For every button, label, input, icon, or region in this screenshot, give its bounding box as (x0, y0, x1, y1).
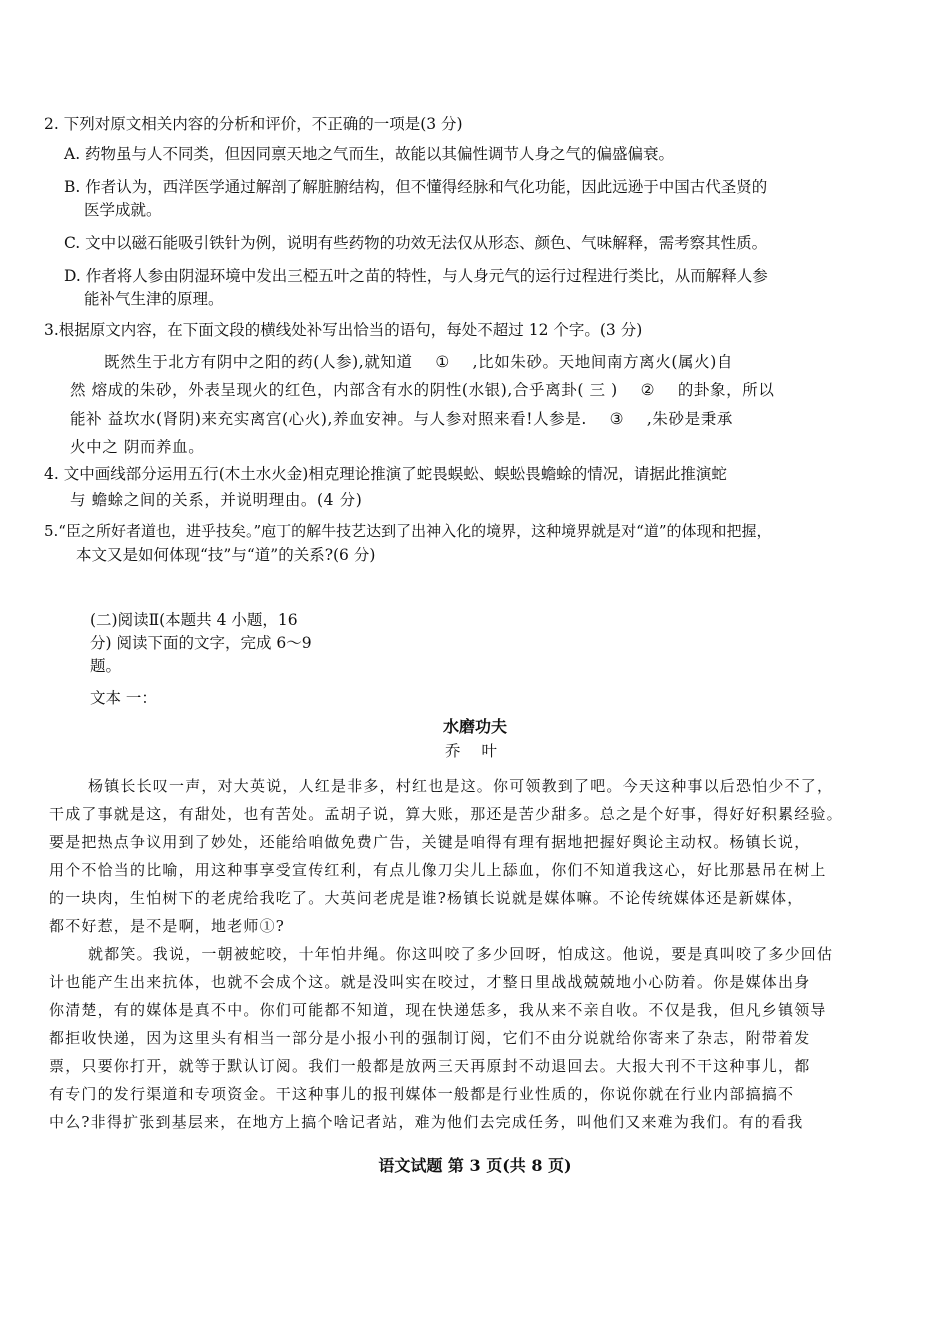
passage-text: ,朱砂是秉承 (646, 410, 733, 428)
question-3-passage-line-4: 火中之 阴而养血。 (70, 438, 205, 456)
blank-2-marker: ② (640, 381, 656, 399)
story-paragraph-2-line: 中么?非得扩张到基层来，在地方上搞个啥记者站，难为他们去完成任务，叫他们又来难为我们。有的看我 (49, 1113, 804, 1131)
story-paragraph-1-line: 用个不恰当的比喻，用这种事享受宣传红利，有点儿像刀尖儿上舔血，你们不知道我这心，好比那悬吊在树上 (49, 861, 827, 879)
question-3-stem: 3.根据原文内容，在下面文段的横线处补写出恰当的语句，每处不超过 12 个字。(3 分) (44, 321, 643, 339)
question-3-passage-line-1 (104, 352, 733, 372)
story-paragraph-1-line: 的一块肉，生怕树下的老虎给我吃了。大英问老虎是谁?杨镇长说就是媒体嘛。不论传统媒体还是新媒体， (49, 889, 804, 907)
passage-text: 能补 益坎水(肾阴)来充实离宫(心火),养血安神。与人参对照来看!人参是. (70, 410, 587, 428)
question-3-passage-line-2 (70, 380, 774, 400)
story-paragraph-1-line: 要是把热点争议用到了妙处，还能给咱做免费广告，关键是咱得有理有据地把握好舆论主动权。杨镇长说， (49, 833, 811, 851)
section-2-heading-line-1: (二)阅读Ⅱ(本题共 4 小题，16 (90, 611, 298, 629)
story-paragraph-2-line: 都拒收快递，因为这里头有相当一部分是小报小刊的强制订阅，它们不由分说就给你寄来了杂志，附带着发 (49, 1029, 811, 1047)
question-2-option-b-continued: 医学成就。 (84, 201, 162, 219)
passage-text: ,比如朱砂。天地间南方离火(属火)自 (472, 353, 733, 371)
text-one-label: 文本 一： (90, 689, 157, 707)
question-3-passage-line-3 (70, 409, 733, 429)
passage-text: 既然生于北方有阴中之阳的药(人参),就知道 (104, 353, 413, 371)
story-paragraph-2-line: 你清楚，有的媒体是真不中。你们可能都不知道，现在快递恁多，我从来不亲自收。不仅是我，但凡乡镇领导 (49, 1001, 827, 1019)
question-5-line-1: 5.“臣之所好者道也，进乎技矣。”庖丁的解牛技艺达到了出神入化的境界，这种境界就是对“道”的体现和把握， (44, 522, 772, 540)
question-2-option-d-continued: 能补气生津的原理。 (84, 290, 224, 308)
question-2-stem: 2. 下列对原文相关内容的分析和评价，不正确的一项是(3 分) (44, 115, 463, 133)
story-paragraph-2-line: 就都笑。我说，一朝被蛇咬，十年怕井绳。你这叫咬了多少回呀，怕成这。他说，要是真叫咬了多少回估 (88, 945, 834, 963)
blank-3-marker: ③ (609, 410, 625, 428)
question-2-option-d: D. 作者将人参由阴湿环境中发出三椏五叶之苗的特性，与人身元气的运行过程进行类比，从而解释人参 (64, 267, 768, 285)
story-paragraph-1-line: 杨镇长长叹一声，对大英说，人红是非多，村红也是这。你可领教到了吧。今天这种事以后恐怕少不了， (88, 777, 834, 795)
question-2-option-a: A. 药物虽与人不同类，但因同禀天地之气而生，故能以其偏性调节人身之气的偏盛偏衰。 (64, 145, 675, 163)
blank-1-marker: ① (435, 353, 450, 371)
question-2-option-c: C. 文中以磁石能吸引铁针为例，说明有些药物的功效无法仅从形态、颜色、气味解释，需考察其性质。 (64, 234, 768, 252)
story-paragraph-1-line: 都不好惹，是不是啊，地老师①? (49, 917, 286, 935)
story-title: 水磨功夫 (442, 717, 507, 736)
story-author: 乔 叶 (445, 742, 505, 760)
story-paragraph-2-line: 有专门的发行渠道和专项资金。干这种事儿的报刊媒体一般都是行业性质的，你说你就在行业内部搞搞不 (49, 1085, 795, 1103)
passage-text: 的卦象，所以 (677, 381, 775, 399)
story-paragraph-1-line: 干成了事就是这，有甜处，也有苦处。孟胡子说，算大账，那还是苦少甜多。总之是个好事，得好好积累经验。 (49, 805, 843, 823)
story-paragraph-2-line: 票，只要你打开，就等于默认订阅。我们一般都是放两三天再原封不动退回去。大报大刊不干这种事儿，都 (49, 1057, 811, 1075)
story-paragraph-2-line: 计也能产生出来抗体，也就不会成个这。就是没叫实在咬过，才整日里战战兢兢地小心防着。你是媒体出身 (49, 973, 811, 991)
page-footer: 语文试题 第 3 页(共 8 页) (378, 1156, 572, 1175)
section-2-heading-line-3: 题。 (90, 657, 122, 675)
question-4-line-1: 4. 文中画线部分运用五行(木土水火金)相克理论推演了蛇畏蜈蚣、蜈蚣畏蟾蜍的情况，请据此推演蛇 (44, 465, 727, 483)
passage-text: 然 熔成的朱砂，外表呈现火的红色，内部含有水的阴性(水银),合乎离卦( 三 ) (70, 381, 618, 399)
question-5-line-2: 本文又是如何体现“技”与“道”的关系?(6 分) (76, 546, 376, 564)
question-2-option-b: B. 作者认为，西洋医学通过解剖了解脏腑结构，但不懂得经脉和气化功能，因此远逊于中国古代圣贤的 (64, 178, 768, 196)
question-4-line-2: 与 蟾蜍之间的关系，并说明理由。(4 分) (70, 491, 363, 509)
section-2-heading-line-2: 分) 阅读下面的文字，完成 6～9 (90, 634, 312, 652)
